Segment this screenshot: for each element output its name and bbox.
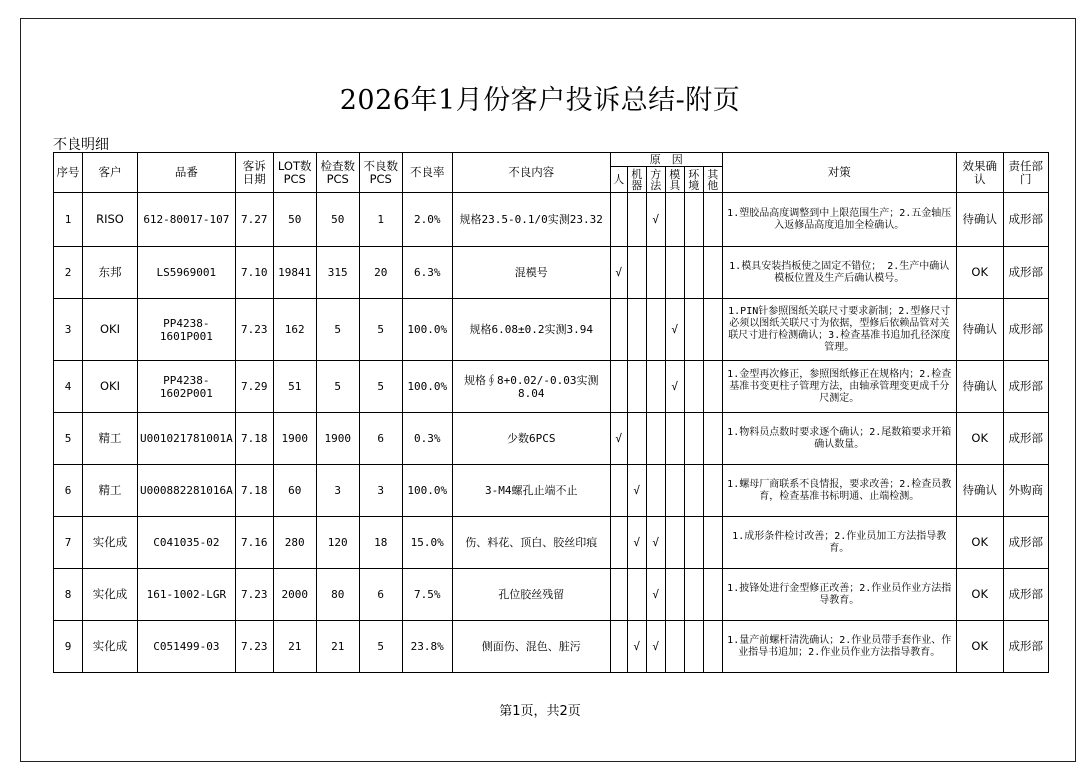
cell-cause-mold [665,299,684,361]
cell-cause-environment [684,517,703,569]
header-cause-mold: 模具 [665,167,684,193]
header-cause-person: 人 [610,167,627,193]
check-mark-icon: √ [633,484,641,497]
cell-customer: 实化成 [83,517,138,569]
cell-effect: 待确认 [956,465,1003,517]
cell-dept: 成形部 [1003,193,1048,247]
cell-customer: 精工 [83,413,138,465]
cell-measures: 1.PIN针参照图纸关联尺寸要求新制；2.型修尺寸必须以图纸关联尺寸为依据，型修后依赖品管对关联尺寸进行检测确认；3.检查基准书追加孔径深度管理。 [722,299,956,361]
cell-seq: 3 [54,299,83,361]
cell-insp-qty: 21 [316,621,359,673]
cell-insp-qty: 5 [316,299,359,361]
cell-effect: OK [956,247,1003,299]
cell-lot-qty: 280 [273,517,316,569]
table-row [54,621,1049,673]
cell-part: LS5969001 [138,247,236,299]
cell-cause-environment [684,299,703,361]
cell-defect-content: 规格23.5-0.1/0实测23.32 [452,193,610,247]
cell-insp-qty: 3 [316,465,359,517]
cell-lot-qty: 21 [273,621,316,673]
cell-lot-qty: 19841 [273,247,316,299]
cell-defect-qty: 6 [359,569,402,621]
check-mark-icon: √ [615,266,623,279]
cell-cause-machine [627,517,646,569]
header-lot-qty: LOT数PCS [273,153,316,193]
table-row [54,247,1049,299]
cell-dept: 成形部 [1003,621,1048,673]
cell-cause-machine [627,299,646,361]
cell-effect: 待确认 [956,299,1003,361]
cell-part: 612-80017-107 [138,193,236,247]
cell-dept: 外购商 [1003,465,1048,517]
table-row [54,361,1049,413]
cell-insp-qty: 80 [316,569,359,621]
check-mark-icon: √ [671,380,679,393]
cell-insp-qty: 5 [316,361,359,413]
header-seq: 序号 [54,153,83,193]
cell-cause-environment [684,361,703,413]
cell-cause-method [646,361,665,413]
cell-measures: 1.物料员点数时要求逐个确认；2.尾数箱要求开箱确认数量。 [722,413,956,465]
cell-part: PP4238-1601P001 [138,299,236,361]
page-footer: 第1页，共2页 [499,704,581,719]
cell-seq: 2 [54,247,83,299]
cell-defect-rate: 15.0% [402,517,452,569]
cell-defect-rate: 23.8% [402,621,452,673]
section-label: 不良明细 [53,137,109,153]
cell-dept: 成形部 [1003,247,1048,299]
cell-defect-rate: 7.5% [402,569,452,621]
cell-cause-method [646,465,665,517]
cell-cause-environment [684,193,703,247]
cell-defect-qty: 20 [359,247,402,299]
cell-cause-other [703,299,722,361]
cell-cause-mold [665,361,684,413]
cell-defect-content: 侧面伤、混色、脏污 [452,621,610,673]
cell-date: 7.23 [235,299,273,361]
cell-cause-method [646,413,665,465]
cell-defect-content: 孔位胶丝残留 [452,569,610,621]
cell-cause-method [646,517,665,569]
table-row [54,517,1049,569]
cell-effect: 待确认 [956,361,1003,413]
check-mark-icon: √ [615,432,623,445]
cell-seq: 8 [54,569,83,621]
cell-cause-person [610,413,627,465]
cell-part: U001021781001A [138,413,236,465]
cell-cause-environment [684,621,703,673]
cell-defect-rate: 100.0% [402,361,452,413]
cell-measures: 1.螺母厂商联系不良情报，要求改善；2.检查员教育，检查基准书标明通、止端检测。 [722,465,956,517]
header-customer: 客户 [83,153,138,193]
check-mark-icon: √ [633,640,641,653]
cell-seq: 7 [54,517,83,569]
cell-part: C041035-02 [138,517,236,569]
cell-defect-rate: 100.0% [402,299,452,361]
cell-insp-qty: 315 [316,247,359,299]
table-row [54,193,1049,247]
cell-defect-rate: 0.3% [402,413,452,465]
cell-insp-qty: 1900 [316,413,359,465]
cell-defect-qty: 1 [359,193,402,247]
cell-cause-other [703,193,722,247]
cell-effect: OK [956,621,1003,673]
cell-date: 7.29 [235,361,273,413]
cell-insp-qty: 120 [316,517,359,569]
cell-cause-other [703,247,722,299]
cell-cause-mold [665,247,684,299]
header-cause-other: 其他 [703,167,722,193]
cell-cause-person [610,569,627,621]
cell-customer: 实化成 [83,569,138,621]
cell-measures: 1.金型再次修正，参照图纸修正在规格内；2.检查基准书变更柱子管理方法，由轴承管理变更成千分尺测定。 [722,361,956,413]
cell-defect-rate: 100.0% [402,465,452,517]
cell-seq: 4 [54,361,83,413]
cell-seq: 9 [54,621,83,673]
cell-customer: 东邦 [83,247,138,299]
table-row [54,299,1049,361]
cell-lot-qty: 1900 [273,413,316,465]
cell-effect: OK [956,569,1003,621]
check-mark-icon: √ [652,640,660,653]
cell-cause-person [610,465,627,517]
cell-cause-machine [627,413,646,465]
cell-date: 7.18 [235,413,273,465]
header-defect-qty: 不良数PCS [359,153,402,193]
cell-defect-rate: 6.3% [402,247,452,299]
cell-customer: RISO [83,193,138,247]
cell-defect-content: 少数6PCS [452,413,610,465]
header-complaint-date: 客诉日期 [235,153,273,193]
cell-lot-qty: 50 [273,193,316,247]
cell-cause-person [610,621,627,673]
cell-customer: OKI [83,361,138,413]
table-row [54,569,1049,621]
cell-cause-person [610,247,627,299]
check-mark-icon: √ [652,588,660,601]
cell-cause-mold [665,413,684,465]
cell-part: C051499-03 [138,621,236,673]
cell-defect-content: 伤、料花、顶白、胶丝印痕 [452,517,610,569]
cell-defect-content: 混模号 [452,247,610,299]
cell-cause-other [703,361,722,413]
cell-defect-qty: 6 [359,413,402,465]
cell-cause-method [646,569,665,621]
cell-lot-qty: 2000 [273,569,316,621]
cell-cause-person [610,193,627,247]
cell-cause-machine [627,621,646,673]
cell-defect-qty: 5 [359,621,402,673]
cell-cause-other [703,569,722,621]
cell-cause-machine [627,569,646,621]
header-defect-rate: 不良率 [402,153,452,193]
cell-seq: 6 [54,465,83,517]
cell-customer: 精工 [83,465,138,517]
cell-date: 7.23 [235,621,273,673]
cell-cause-mold [665,621,684,673]
cell-cause-environment [684,465,703,517]
cell-cause-mold [665,517,684,569]
cell-date: 7.23 [235,569,273,621]
cell-date: 7.10 [235,247,273,299]
cell-cause-person [610,361,627,413]
cell-dept: 成形部 [1003,569,1048,621]
cell-defect-qty: 5 [359,299,402,361]
header-cause-group: 原 因 [610,153,722,167]
cell-measures: 1.披锋处进行金型修正改善；2.作业员作业方法指导教育。 [722,569,956,621]
cell-date: 7.16 [235,517,273,569]
table-row [54,465,1049,517]
cell-cause-person [610,517,627,569]
cell-date: 7.18 [235,465,273,517]
header-measures: 对策 [722,153,956,193]
cell-measures: 1.量产前螺杆清洗确认；2.作业员带手套作业、作业指导书追加；2.作业员作业方法指导教育。 [722,621,956,673]
header-dept: 责任部门 [1003,153,1048,193]
cell-lot-qty: 51 [273,361,316,413]
cell-part: 161-1002-LGR [138,569,236,621]
check-mark-icon: √ [633,536,641,549]
cell-seq: 5 [54,413,83,465]
cell-cause-mold [665,465,684,517]
cell-cause-method [646,193,665,247]
check-mark-icon: √ [652,213,660,226]
cell-cause-mold [665,569,684,621]
cell-cause-other [703,517,722,569]
cell-dept: 成形部 [1003,413,1048,465]
check-mark-icon: √ [652,536,660,549]
cell-insp-qty: 50 [316,193,359,247]
cell-dept: 成形部 [1003,361,1048,413]
header-cause-machine: 机器 [627,167,646,193]
cell-defect-content: 规格∮8+0.02/-0.03实测8.04 [452,361,610,413]
cell-cause-machine [627,193,646,247]
header-effect: 效果确认 [956,153,1003,193]
page-title: 2026年1月份客户投诉总结-附页 [339,85,741,116]
cell-defect-qty: 18 [359,517,402,569]
header-cause-method: 方法 [646,167,665,193]
cell-effect: 待确认 [956,193,1003,247]
cell-cause-method [646,621,665,673]
cell-measures: 1.成形条件检讨改善；2.作业员加工方法指导教育。 [722,517,956,569]
cell-cause-method [646,247,665,299]
cell-cause-other [703,621,722,673]
cell-cause-method [646,299,665,361]
header-insp-qty: 检查数PCS [316,153,359,193]
cell-cause-machine [627,361,646,413]
check-mark-icon: √ [671,323,679,336]
cell-cause-person [610,299,627,361]
cell-cause-environment [684,247,703,299]
defect-table [53,152,1049,673]
cell-cause-environment [684,569,703,621]
cell-defect-content: 3-M4螺孔止端不止 [452,465,610,517]
cell-seq: 1 [54,193,83,247]
cell-defect-content: 规格6.08±0.2实测3.94 [452,299,610,361]
cell-effect: OK [956,413,1003,465]
cell-effect: OK [956,517,1003,569]
cell-lot-qty: 162 [273,299,316,361]
cell-measures: 1.塑胶品高度调整到中上限范围生产；2.五金轴压入返修品高度追加全检确认。 [722,193,956,247]
cell-defect-qty: 3 [359,465,402,517]
cell-defect-rate: 2.0% [402,193,452,247]
cell-dept: 成形部 [1003,517,1048,569]
cell-cause-machine [627,247,646,299]
cell-defect-qty: 5 [359,361,402,413]
header-cause-environment: 环境 [684,167,703,193]
cell-cause-other [703,465,722,517]
cell-customer: OKI [83,299,138,361]
cell-customer: 实化成 [83,621,138,673]
header-defect-content: 不良内容 [452,153,610,193]
cell-cause-mold [665,193,684,247]
cell-cause-environment [684,413,703,465]
cell-part: PP4238-1602P001 [138,361,236,413]
cell-part: U000882281016A [138,465,236,517]
cell-cause-machine [627,465,646,517]
cell-date: 7.27 [235,193,273,247]
table-row [54,413,1049,465]
cell-lot-qty: 60 [273,465,316,517]
cell-measures: 1.模具安装挡板使之固定不错位； 2.生产中确认模板位置及生产后确认模号。 [722,247,956,299]
header-part: 品番 [138,153,236,193]
cell-cause-other [703,413,722,465]
cell-dept: 成形部 [1003,299,1048,361]
